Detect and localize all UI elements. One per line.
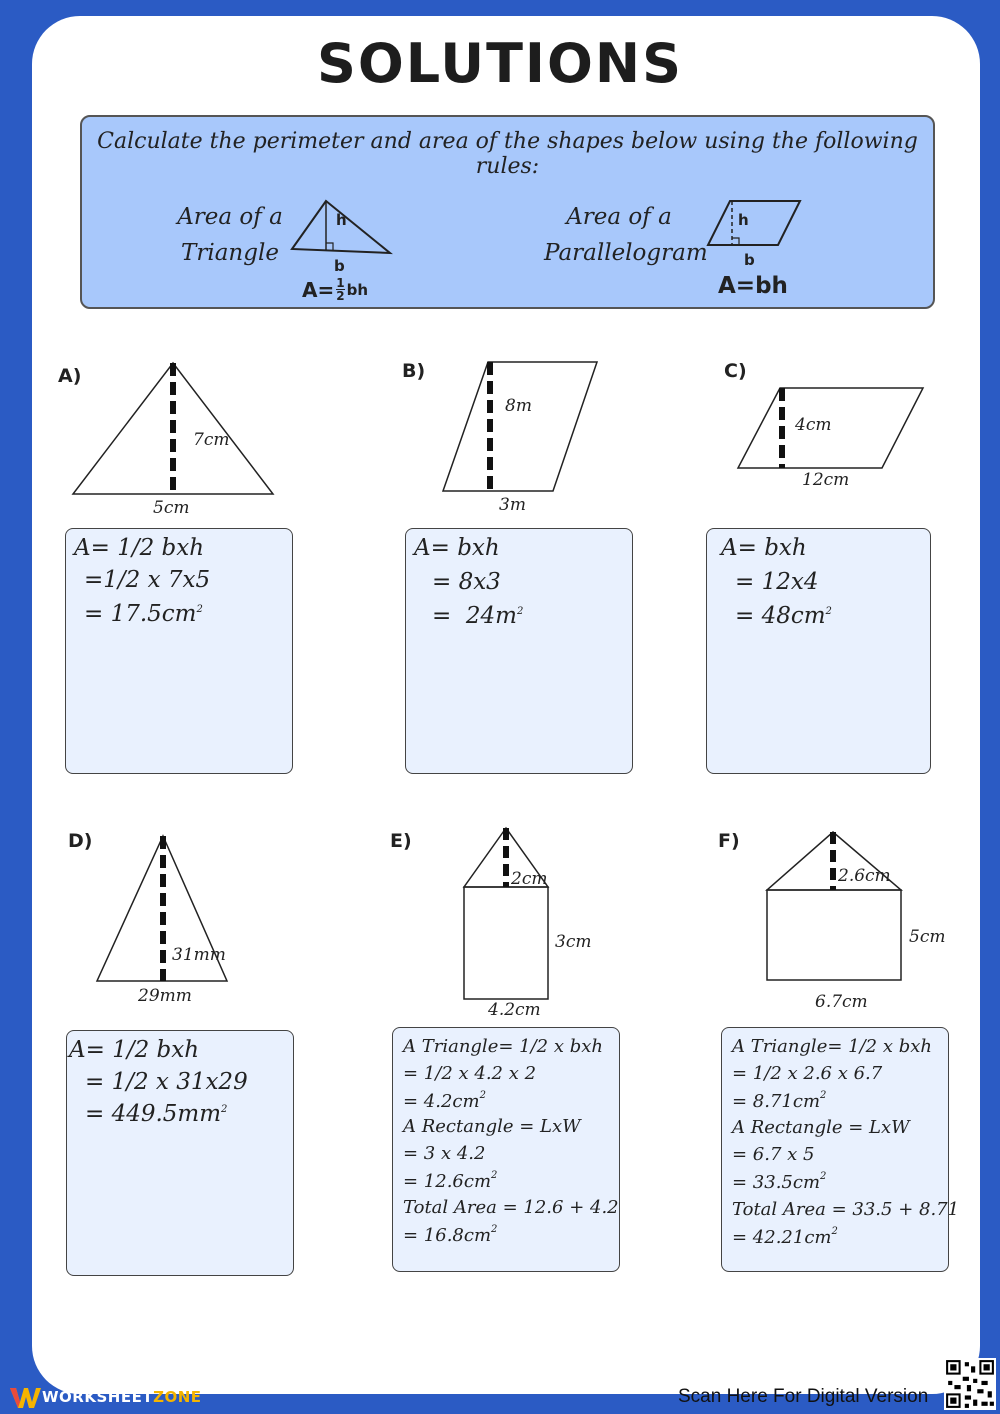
problem-e-line-8: = $16.8cm^2$ xyxy=(403,1224,498,1246)
parallelogram-rule-formula: A=bh xyxy=(718,273,788,299)
problem-a-height-label: 7cm xyxy=(193,430,230,450)
problem-a-line-2: =1/2 x 7x5 xyxy=(84,567,211,593)
page-title: SOLUTIONS xyxy=(316,32,684,95)
problem-a-line-1: A= 1/2 bxh xyxy=(74,535,205,561)
parallelogram-rule-diagram xyxy=(706,199,802,249)
problem-c-line-2: = 12x4 xyxy=(735,569,819,595)
problem-d-answer-box xyxy=(66,1030,294,1276)
problem-c-base-label: 12cm xyxy=(802,470,850,490)
triangle-formula-num: 1 xyxy=(336,276,345,290)
problem-e-base-label: 4.2cm xyxy=(488,1000,541,1020)
problem-f-triangle-height-label: 2.6cm xyxy=(838,866,891,886)
problem-e-line-4: A Rectangle = LxW xyxy=(403,1116,581,1137)
triangle-rule-diagram xyxy=(290,199,394,259)
triangle-formula-fraction xyxy=(336,277,344,302)
problem-a-base-label: 5cm xyxy=(153,498,190,518)
parallelogram-rule-label-line1: Area of a xyxy=(566,204,672,230)
problem-d-line-3: = $449.5mm^2$ xyxy=(85,1101,228,1127)
problem-f-line-4: A Rectangle = LxW xyxy=(732,1117,910,1138)
problem-f-line-8: = $42.21cm^2$ xyxy=(732,1226,838,1248)
problem-e-house-shape xyxy=(462,826,550,1002)
problem-d-base-label: 29mm xyxy=(138,986,192,1006)
problem-e-line-3: = $4.2cm^2$ xyxy=(403,1090,486,1112)
problem-f-line-5: = 6.7 x 5 xyxy=(732,1144,815,1165)
problem-a-answer-box xyxy=(65,528,293,774)
problem-a-triangle xyxy=(70,360,276,498)
problem-d-line-1: A= 1/2 bxh xyxy=(69,1037,200,1063)
problem-e-triangle-height-label: 2cm xyxy=(511,869,548,889)
triangle-rule-formula xyxy=(302,277,368,302)
parallelogram-rule-label-line2: Parallelogram xyxy=(544,240,708,266)
problem-e-line-1: A Triangle= 1/2 x bxh xyxy=(403,1036,603,1057)
problem-e-letter: E) xyxy=(390,830,412,852)
worksheet-zone-logo-text: WORKSHEETZONE xyxy=(42,1388,202,1406)
problem-f-line-7: Total Area = 33.5 + 8.71 xyxy=(732,1199,960,1220)
problem-c-line-3: = $48cm^2$ xyxy=(735,603,832,629)
problem-e-line-5: = 3 x 4.2 xyxy=(403,1143,486,1164)
scan-digital-version-text: Scan Here For Digital Version xyxy=(678,1386,929,1407)
problem-b-answer-box xyxy=(405,528,633,774)
problem-d-line-2: = 1/2 x 31x29 xyxy=(85,1069,248,1095)
problem-d-letter: D) xyxy=(68,830,93,852)
problem-e-line-7: Total Area = 12.6 + 4.2 xyxy=(403,1197,619,1218)
triangle-formula-prefix: A= xyxy=(302,277,335,302)
problem-e-answer-box xyxy=(392,1027,620,1272)
triangle-rule-h-label: h xyxy=(336,211,347,229)
triangle-rule-b-label: b xyxy=(334,257,345,275)
problem-f-line-1: A Triangle= 1/2 x bxh xyxy=(732,1036,932,1057)
problem-e-line-2: = 1/2 x 4.2 x 2 xyxy=(403,1063,537,1084)
parallelogram-rule-h-label: h xyxy=(738,211,749,229)
problem-f-line-2: = 1/2 x 2.6 x 6.7 xyxy=(732,1063,883,1084)
problem-e-line-6: = $12.6cm^2$ xyxy=(403,1170,498,1192)
problem-b-base-label: 3m xyxy=(499,495,526,515)
problem-f-house-shape xyxy=(765,830,903,982)
worksheet-zone-logo xyxy=(8,1384,202,1410)
problem-c-height-label: 4cm xyxy=(795,415,832,435)
rules-box xyxy=(80,115,935,309)
parallelogram-rule-b-label: b xyxy=(744,251,755,269)
problem-b-letter: B) xyxy=(402,360,426,382)
triangle-rule-label-line1: Area of a xyxy=(177,204,283,230)
triangle-formula-suffix: bh xyxy=(346,280,369,299)
problem-f-base-label: 6.7cm xyxy=(815,992,868,1012)
problem-b-height-label: 8m xyxy=(505,396,532,416)
triangle-formula-den: 2 xyxy=(336,289,345,303)
problem-f-line-6: = $33.5cm^2$ xyxy=(732,1171,827,1193)
qr-code-icon[interactable] xyxy=(944,1358,996,1410)
problem-b-line-2: = 8x3 xyxy=(432,569,501,595)
problem-e-side-label: 3cm xyxy=(555,932,592,952)
problem-a-line-3: = $17.5cm^2$ xyxy=(84,601,203,627)
problem-c-line-1: A= bxh xyxy=(721,535,807,561)
problem-a-letter: A) xyxy=(58,365,82,387)
rules-instruction: Calculate the perimeter and area of the shapes below using the following rules: xyxy=(97,129,918,179)
problem-b-parallelogram xyxy=(440,360,600,494)
triangle-rule-label-line2: Triangle xyxy=(181,240,279,266)
problem-d-height-label: 31mm xyxy=(172,945,226,965)
problem-b-line-3: = $24m^2$ xyxy=(432,603,524,629)
parallelogram-rule-label xyxy=(544,199,708,271)
problem-c-answer-box xyxy=(706,528,931,774)
problem-f-letter: F) xyxy=(718,830,740,852)
problem-b-line-1: A= bxh xyxy=(414,535,500,561)
worksheet-zone-logo-icon xyxy=(8,1384,42,1410)
problem-f-answer-box xyxy=(721,1027,960,1272)
problem-f-line-3: = $8.71cm^2$ xyxy=(732,1090,827,1112)
triangle-rule-label xyxy=(170,199,290,271)
problem-c-letter: C) xyxy=(724,360,747,382)
problem-f-side-label: 5cm xyxy=(909,927,946,947)
